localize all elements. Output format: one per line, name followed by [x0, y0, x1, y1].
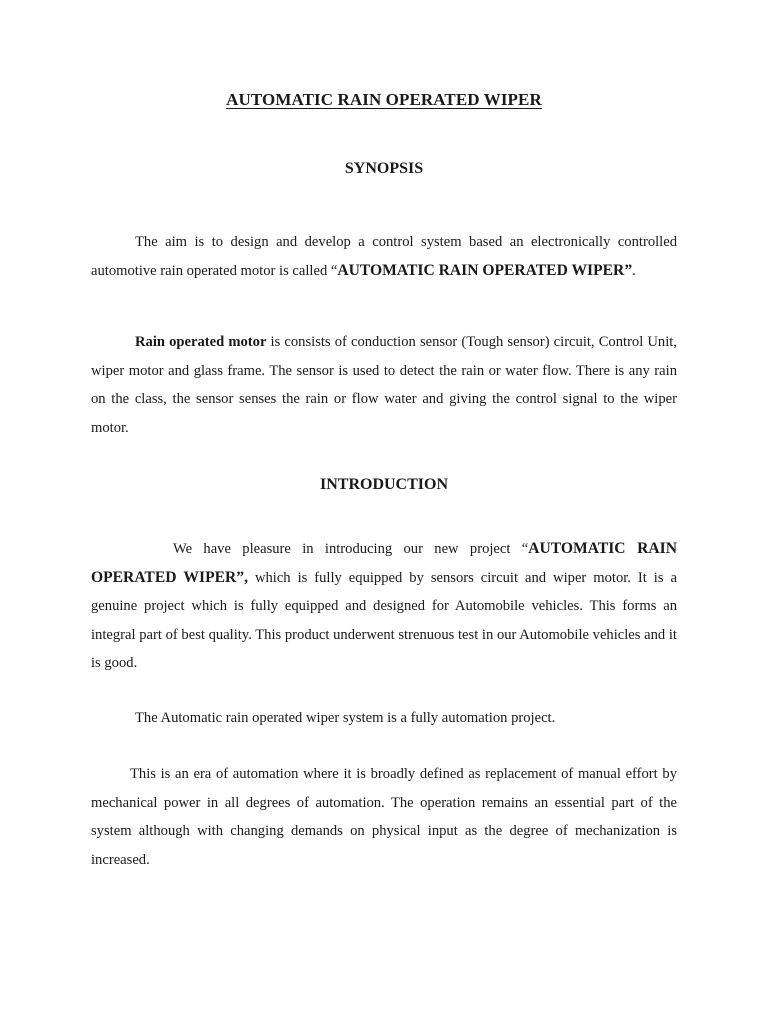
- introduction-paragraph-1: [91, 535, 677, 678]
- introduction-paragraph-1-project-name: AUTOMATIC RAIN OPERATED WIPER”,: [91, 540, 677, 586]
- synopsis-paragraph-1-text: The aim is to design and develop a control system based an electronically controlled automotive rain operated motor is called “: [91, 234, 677, 279]
- synopsis-paragraph-2: [91, 328, 677, 442]
- synopsis-heading: SYNOPSIS: [344, 160, 424, 177]
- synopsis-paragraph-1: [91, 228, 677, 285]
- synopsis-paragraph-1-end: .: [632, 262, 636, 279]
- introduction-paragraph-1-text: We have pleasure in introducing our new project “: [173, 541, 529, 557]
- introduction-heading: INTRODUCTION: [319, 476, 448, 493]
- introduction-paragraph-3: This is an era of automation where it is broadly defined as replacement of manual effort by mechanical power in all degrees of automation. The operation remains an essential part of the system although with changing demands on physical input as the degree of mechanization is increased.: [91, 766, 677, 868]
- introduction-paragraph-2: The Automatic rain operated wiper system is a fully automation project.: [135, 710, 556, 726]
- synopsis-paragraph-2-term: Rain operated motor: [135, 334, 267, 350]
- document-title: AUTOMATIC RAIN OPERATED WIPER: [226, 90, 542, 109]
- introduction-paragraph-1-rest: which is fully equipped by sensors circuit and wiper motor. It is a genuine project which is fully equipped and designed for Automobile vehicles. This forms an integral part of best quality. This product underwent strenuous test in our Automobile vehicles and it is good.: [91, 569, 677, 671]
- synopsis-paragraph-1-project-name: AUTOMATIC RAIN OPERATED WIPER”: [337, 261, 633, 279]
- synopsis-paragraph-2-text: is consists of conduction sensor (Tough sensor) circuit, Control Unit, wiper motor and glass frame. The sensor is used to detect the rain or water flow. There is any rain on the class, the sensor senses the rain or flow water and giving the control signal to the wiper motor.: [91, 334, 677, 436]
